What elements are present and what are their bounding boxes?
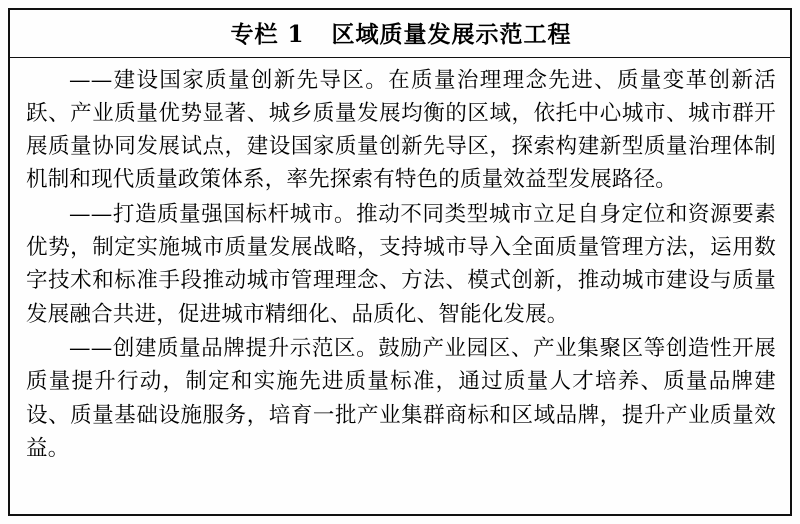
title-divider: [10, 57, 790, 58]
callout-body: [26, 64, 776, 466]
paragraph: ——创建质量品牌提升示范区。鼓励产业园区、产业集聚区等创造性开展质量提升行动，制定和实施先进质量标准，通过质量人才培养、质量品牌建设、质量基础设施服务，培育一批产业集群商标和区域品牌，提升产业质量效益。: [26, 336, 776, 461]
callout-box: [8, 8, 792, 516]
paragraph: ——打造质量强国标杆城市。推动不同类型城市立足自身定位和资源要素优势，制定实施城市质量发展战略，支持城市导入全面质量管理方法，运用数字技术和标准手段推动城市管理理念、方法、模式创新，推动城市建设与质量发展融合共进，促进城市精细化、品质化、智能化发展。: [26, 201, 776, 327]
paragraph: ——建设国家质量创新先导区。在质量治理理念先进、质量变革创新活跃、产业质量优势显著、城乡质量发展均衡的区域，依托中心城市、城市群开展质量协同发展试点，建设国家质量创新先导区，探索构建新型质量治理体制机制和现代质量政策体系，率先探索有特色的质量效益型发展路径。: [26, 67, 776, 193]
callout-title: 专栏 1 区域质量发展示范工程: [230, 21, 572, 48]
